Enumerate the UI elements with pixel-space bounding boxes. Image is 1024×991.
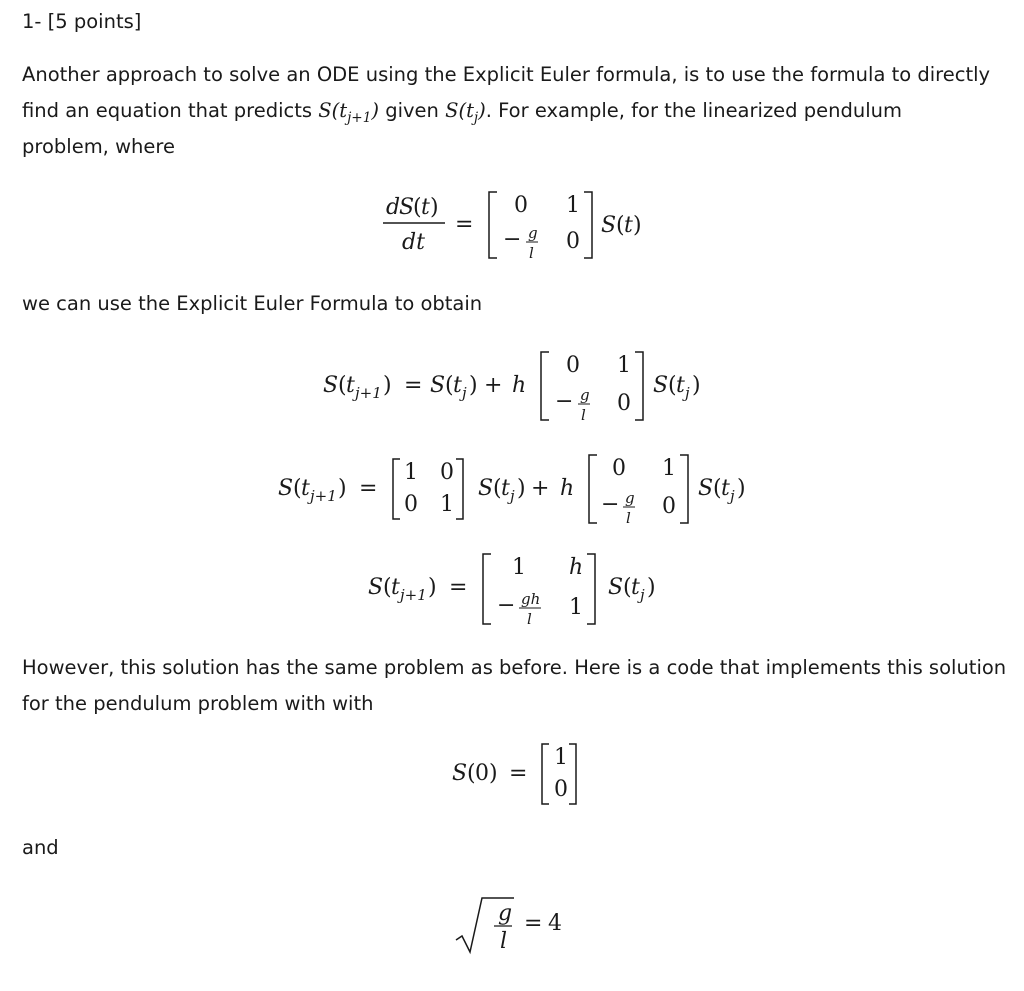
svg-text:S: S [430,373,446,398]
svg-text:h: h [512,373,527,398]
svg-text:S: S [653,373,669,398]
svg-text:g: g [625,489,635,507]
svg-text:S: S [608,575,624,600]
svg-text:0: 0 [612,456,626,481]
svg-text:1: 1 [617,353,631,378]
svg-text:dt: dt [402,230,425,255]
svg-text:): ) [692,373,701,398]
svg-text:−: − [503,227,522,252]
equation-combined [0,544,1024,634]
svg-text:−: − [555,389,574,414]
svg-text:): ) [430,195,439,220]
svg-text:=: = [509,761,528,786]
svg-text:d: d [386,195,401,220]
svg-text:j+1: j+1 [400,586,427,604]
svg-text:(: ( [668,373,677,398]
svg-text:t: t [421,195,430,220]
svg-text:=: = [404,373,423,398]
svg-text:(: ( [467,761,476,786]
svg-text:): ) [517,476,526,501]
paragraph-intro [22,57,990,165]
svg-text:(: ( [616,213,625,238]
svg-text:j: j [685,384,690,402]
svg-text:g: g [528,224,538,242]
svg-text:t: t [676,373,685,398]
inline-math-S-tj1: $S(t_{j+1})$ [318,99,380,126]
heading: 1- [5 points] [22,10,142,33]
svg-text:t: t [391,575,400,600]
svg-text:t: t [346,373,355,398]
svg-text:t: t [301,476,310,501]
equation-euler-step [0,340,1024,432]
svg-text:0: 0 [617,391,631,416]
svg-text:(: ( [623,575,632,600]
svg-text:+: + [531,476,550,501]
equation-frequency [0,888,1024,960]
svg-text:(: ( [493,476,502,501]
svg-text:l: l [529,244,534,262]
paragraph-euler: we can use the Explicit Euler Formula to obtain [22,292,483,315]
svg-text:0: 0 [514,193,528,218]
svg-text:=: = [524,911,543,936]
svg-text:S: S [478,476,494,501]
svg-text:gh: gh [521,590,541,608]
svg-text:=: = [455,212,474,237]
svg-text:j: j [730,487,735,505]
svg-text:1: 1 [566,193,580,218]
svg-text:S: S [601,213,617,238]
svg-text:): ) [428,575,437,600]
svg-text:=: = [449,575,468,600]
svg-text:0: 0 [440,460,454,485]
code-line-2: for the pendulum problem with with [22,692,374,715]
svg-text:l: l [626,509,631,527]
svg-text:(: ( [413,195,422,220]
svg-text:4: 4 [548,911,562,936]
svg-text:(: ( [383,575,392,600]
paragraph-code [22,650,1006,722]
svg-text:j+1: j+1 [355,384,382,402]
svg-text:0: 0 [404,492,418,517]
svg-text:1: 1 [512,555,526,580]
svg-text:0: 0 [475,761,489,786]
svg-text:l: l [527,610,532,628]
svg-text:j: j [510,487,515,505]
svg-text:t: t [453,373,462,398]
intro-line-1: Another approach to solve an ODE using the Explicit Euler formula, is to use the formula to directly [22,63,991,86]
svg-text:0: 0 [566,353,580,378]
svg-text:t: t [501,476,510,501]
svg-text:): ) [737,476,746,501]
svg-text:): ) [469,373,478,398]
svg-text:+: + [484,373,503,398]
svg-text:t: t [721,476,730,501]
svg-text:(: ( [713,476,722,501]
svg-text:1: 1 [404,460,418,485]
svg-text:g: g [580,386,590,404]
svg-text:S: S [323,373,339,398]
svg-text:): ) [633,213,642,238]
svg-text:): ) [338,476,347,501]
svg-text:1: 1 [554,745,568,770]
svg-text:(: ( [445,373,454,398]
svg-text:l: l [500,929,508,954]
svg-text:1: 1 [662,456,676,481]
svg-text:S: S [698,476,714,501]
svg-text:S: S [452,761,468,786]
code-line-1: However, this solution has the same problem as before. Here is a code that implements this solution [22,656,1007,679]
svg-text:j+1: j+1 [310,487,337,505]
svg-text:j: j [640,586,645,604]
svg-text:1: 1 [440,492,454,517]
svg-text:−: − [601,492,620,517]
svg-text:−: − [497,593,516,618]
svg-text:(: ( [293,476,302,501]
equation-initial-condition [0,734,1024,814]
svg-text:h: h [560,476,575,501]
svg-text:0: 0 [662,494,676,519]
equation-identity-form [0,445,1024,535]
svg-text:): ) [489,761,498,786]
svg-text:): ) [383,373,392,398]
svg-text:S: S [278,476,294,501]
equation-ode [0,180,1024,270]
svg-text:l: l [581,406,586,424]
svg-text:t: t [624,213,633,238]
svg-text:0: 0 [566,229,580,254]
svg-text:0: 0 [554,777,568,802]
svg-text:g: g [498,901,513,926]
svg-text:): ) [647,575,656,600]
svg-text:=: = [359,476,378,501]
svg-text:S: S [368,575,384,600]
svg-text:(: ( [338,373,347,398]
paragraph-and: and [22,836,59,859]
svg-text:h: h [569,555,584,580]
svg-text:t: t [631,575,640,600]
svg-text:j: j [462,384,467,402]
intro-line-3: problem, where [22,135,175,158]
svg-text:1: 1 [569,595,583,620]
intro-line-2: find an equation that predicts $S(t_{j+1})$ given $S(t_j)$. For example, for the linearized pendulum [22,99,902,126]
inline-math-S-tj: $S(t_j)$ [445,99,486,126]
svg-text:S: S [399,195,415,220]
